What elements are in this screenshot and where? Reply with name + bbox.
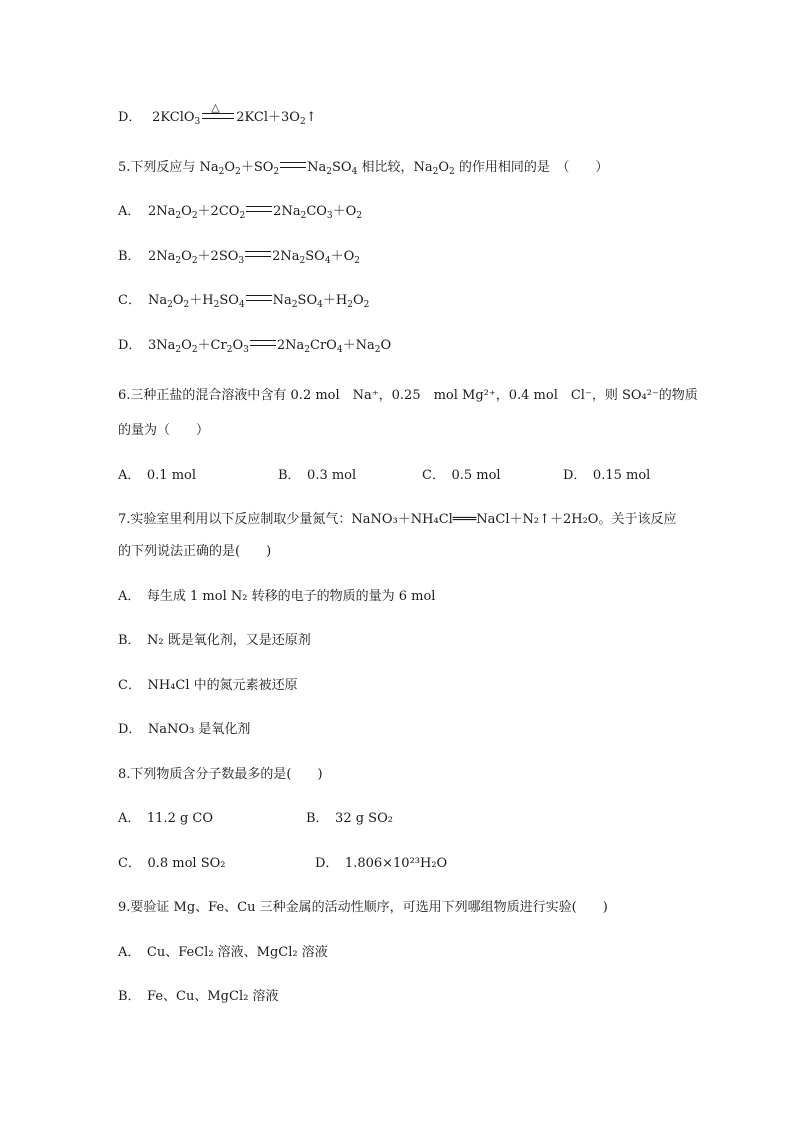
q6-option-c: C． 0.5 mol xyxy=(422,468,501,483)
q9-option-a: A． Cu、FeCl₂ 溶液、MgCl₂ 溶液 xyxy=(118,945,328,960)
q8-stem: 8.下列物质含分子数最多的是( ) xyxy=(118,767,323,782)
q6-stem-line-2: 的量为（ ） xyxy=(118,423,210,438)
q5-option-c: C． $Na_2O_2+H_2SO_4$ $Na_2SO_4+H_2O_2$ xyxy=(118,293,370,310)
q5-option-b: B． $2Na_2O_2+2SO_3$ $2Na_2SO_4+O_2$ xyxy=(118,249,360,266)
q8-option-a: A． 11.2 g CO xyxy=(118,811,214,826)
q5-option-d-equation: $3Na_2O_2+Cr_2O_3$ $2Na_2CrO_4+Na_2O$ xyxy=(148,338,392,355)
q6-option-b: B． 0.3 mol xyxy=(278,468,357,483)
q5-option-b-equation: $2Na_2O_2+2SO_3$ $2Na_2SO_4+O_2$ xyxy=(148,249,360,266)
q6-option-a: A． 0.1 mol xyxy=(118,468,197,483)
q7-stem-line-2: 的下列说法正确的是( ) xyxy=(118,544,272,559)
q7-option-c: C． NH₄Cl 中的氮元素被还原 xyxy=(118,678,298,693)
q9-option-b: B． Fe、Cu、MgCl₂ 溶液 xyxy=(118,989,279,1004)
q7-option-d: D． NaNO₃ 是氧化剂 xyxy=(118,722,251,737)
q7-stem-line-1: 7.实验室里利用以下反应制取少量氮气：NaNO₃＋NH₄Cl═══NaCl＋N₂↑＋2H₂O。关于该反应 xyxy=(118,512,677,527)
q4-option-d xyxy=(118,101,317,127)
q6-options xyxy=(118,467,650,485)
q6-option-d: D． 0.15 mol xyxy=(563,468,651,483)
option-label: D． xyxy=(118,110,142,125)
q7-option-a: A． 每生成 1 mol N₂ 转移的电子的物质的量为 6 mol xyxy=(118,589,436,604)
q5-option-c-equation: $Na_2O_2+H_2SO_4$ $Na_2SO_4+H_2O_2$ xyxy=(148,293,370,310)
q8-option-c: C． 0.8 mol SO₂ xyxy=(118,856,226,871)
q7-option-b: B． N₂ 既是氧化剂，又是还原剂 xyxy=(118,633,311,648)
q5-option-a: A． $2Na_2O_2+2CO_2$ $2Na_2CO_3+O_2$ xyxy=(118,204,363,221)
q9-stem: 9.要验证 Mg、Fe、Cu 三种金属的活动性顺序，可选用下列哪组物质进行实验( ) xyxy=(118,900,608,915)
q5-option-d: D． $3Na_2O_2+Cr_2O_3$ $2Na_2CrO_4+Na_2O$ xyxy=(118,338,392,355)
q5-stem: 5.下列反应与 $Na_2O_2+SO_2$ $Na_2SO_4$ 相比较，$Na_2O_2$ 的作用相同的是 （ ） xyxy=(118,160,609,177)
q8-option-d: D． 1.806×10²³H₂O xyxy=(315,856,448,871)
q8-options-row-2 xyxy=(118,855,447,873)
heating-condition-mark: △ xyxy=(202,113,234,119)
q8-options-row-1 xyxy=(118,810,393,828)
q6-stem-line-1: 6.三种正盐的混合溶液中含有 0.2 mol Na⁺，0.25 mol Mg²⁺，0.4 mol Cl⁻，则 SO₄²⁻的物质 xyxy=(118,388,698,403)
q8-option-b: B． 32 g SO₂ xyxy=(306,811,393,826)
q4-option-d-equation: 2KClO$_3$ △ $2KCl+3O_2↑$ xyxy=(152,101,317,127)
q5-option-a-equation: $2Na_2O_2+2CO_2$ $2Na_2CO_3+O_2$ xyxy=(148,204,363,221)
